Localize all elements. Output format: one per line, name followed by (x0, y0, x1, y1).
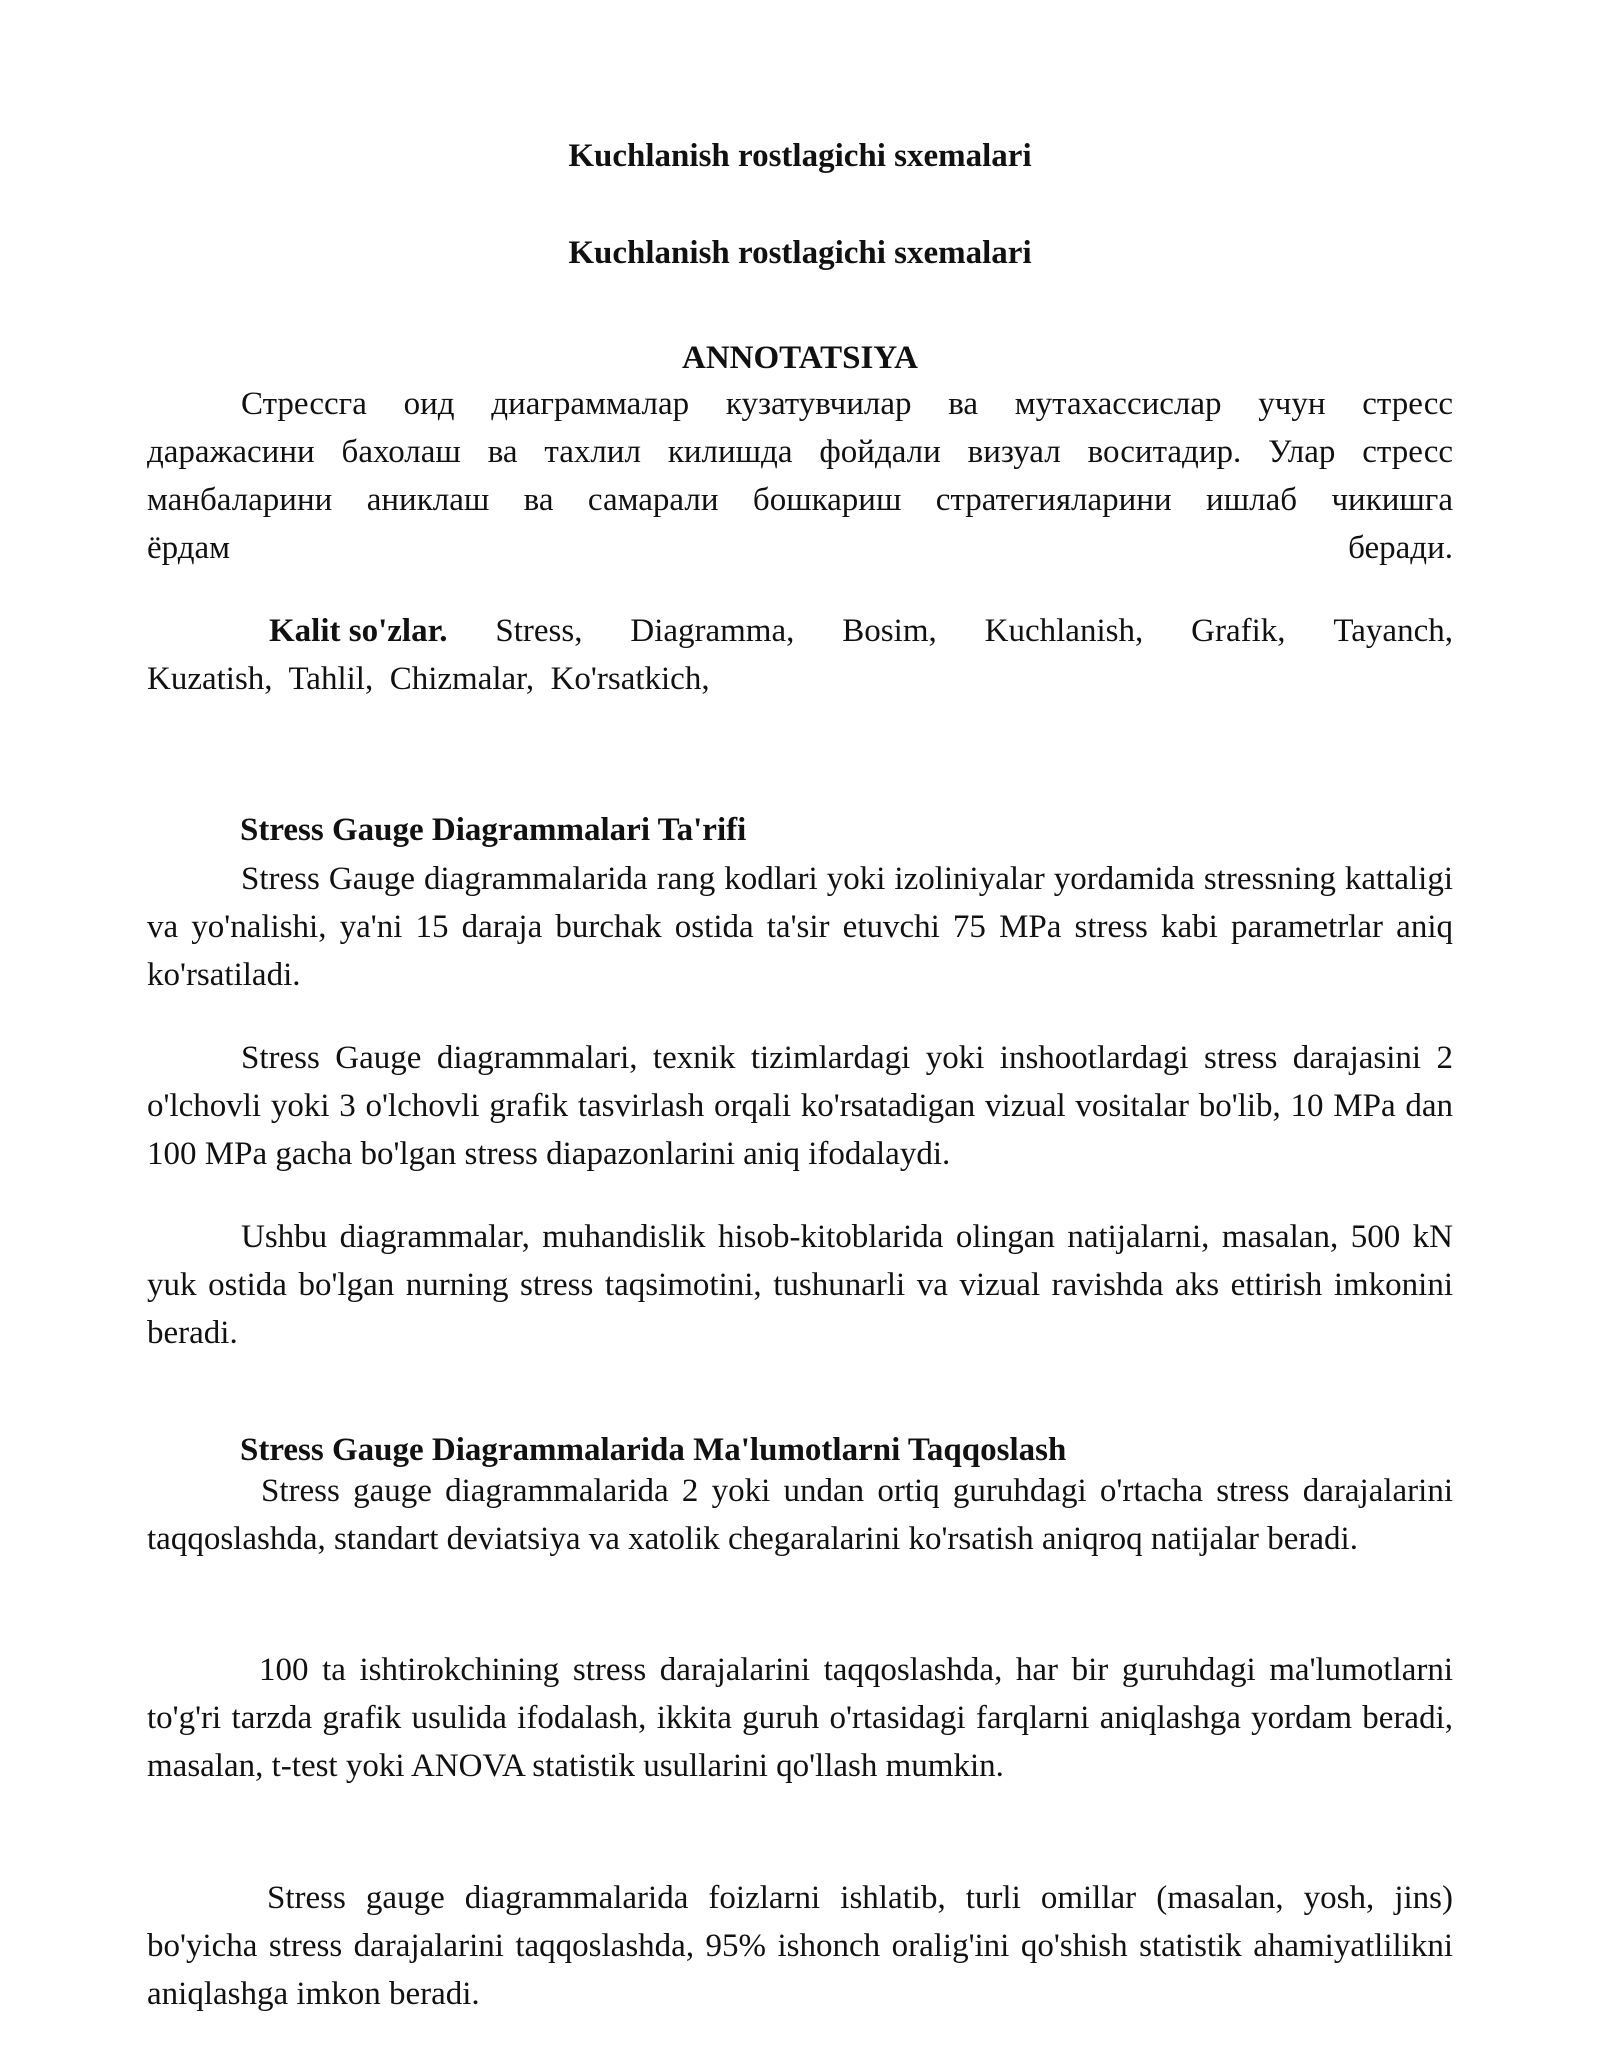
keyword: Stress, (495, 613, 583, 649)
paragraph: Stress Gauge diagrammalarida rang kodlari yoki izoliniyalar yordamida stressning kattaligi va yo'nalishi, ya'ni 15 daraja burchak ostida ta'sir etuvchi 75 MPa stress kabi parametrlar aniq ko'rsatiladi. (147, 861, 1453, 993)
annotation-line-4: ёрдам беради. (147, 530, 1453, 566)
keywords-line-2: Kuzatish, Tahlil, Chizmalar, Ko'rsatkich, (147, 661, 710, 697)
keyword: Bosim, (842, 613, 937, 649)
keywords-paragraph (147, 607, 1453, 703)
annotation-line-3: манбаларини аниклаш ва самарали бошкариш стратегияларини ишлаб чикишга (147, 482, 1453, 518)
keywords-line-1 (147, 607, 1453, 655)
annotation-paragraph (147, 380, 1453, 572)
section-heading: Stress Gauge Diagrammalarida Ma'lumotlarni Taqqoslash (240, 1432, 1067, 1468)
paragraph: Stress gauge diagrammalarida 2 yoki undan ortiq guruhdagi o'rtacha stress darajalarini taqqoslashda, standart deviatsiya va xatolik chegaralarini ko'rsatish aniqroq natijalar beradi. (147, 1473, 1453, 1557)
keyword: Grafik, (1191, 613, 1286, 649)
paragraph: Stress Gauge diagrammalari, texnik tizimlardagi yoki inshootlardagi stress darajasini 2 o'lchovli yoki 3 o'lchovli grafik tasvirlash orqali ko'rsatadigan vizual vositalar bo'lib, 10 MPa dan 100 MPa gacha bo'lgan stress diapazonlarini aniq ifodalaydi. (147, 1040, 1453, 1172)
keyword: Kuchlanish, (984, 613, 1144, 649)
annotation-line-1: Стрессга оид диаграммалар кузатувчилар ва мутахассислар учун стресс (241, 386, 1453, 422)
annotation-heading: ANNOTATSIYA (682, 340, 918, 376)
keyword: Tayanch, (1333, 613, 1453, 649)
paragraph: Stress gauge diagrammalarida foizlarni ishlatib, turli omillar (masalan, yosh, jins) bo'yicha stress darajalarini taqqoslashda, 95% ishonch oralig'ini qo'shish statistik ahamiyatlilikni aniqlashga imkon beradi. (147, 1880, 1453, 2012)
keyword: Diagramma, (630, 613, 795, 649)
paragraph: Ushbu diagrammalar, muhandislik hisob-kitoblarida olingan natijalarni, masalan, 500 kN yuk ostida bo'lgan nurning stress taqsimotini, tushunarli va vizual ravishda aks ettirish imkonini beradi. (147, 1219, 1453, 1351)
document-title: Kuchlanish rostlagichi sxemalari (568, 138, 1032, 174)
paragraph: 100 ta ishtirokchining stress darajalarini taqqoslashda, har bir guruhdagi ma'lumotlarni to'g'ri tarzda grafik usulida ifodalash, ikkita guruh o'rtasidagi farqlarni aniqlashga yordam beradi, masalan, t-test yoki ANOVA statistik usullarini qo'llash mumkin. (147, 1652, 1453, 1784)
document-subtitle: Kuchlanish rostlagichi sxemalari (568, 235, 1032, 271)
keywords-label: Kalit so'zlar. (269, 613, 448, 649)
annotation-line-2: даражасини бахолаш ва тахлил килишда фойдали визуал воситадир. Улар стресс (147, 434, 1453, 470)
section-heading: Stress Gauge Diagrammalari Ta'rifi (240, 812, 747, 848)
